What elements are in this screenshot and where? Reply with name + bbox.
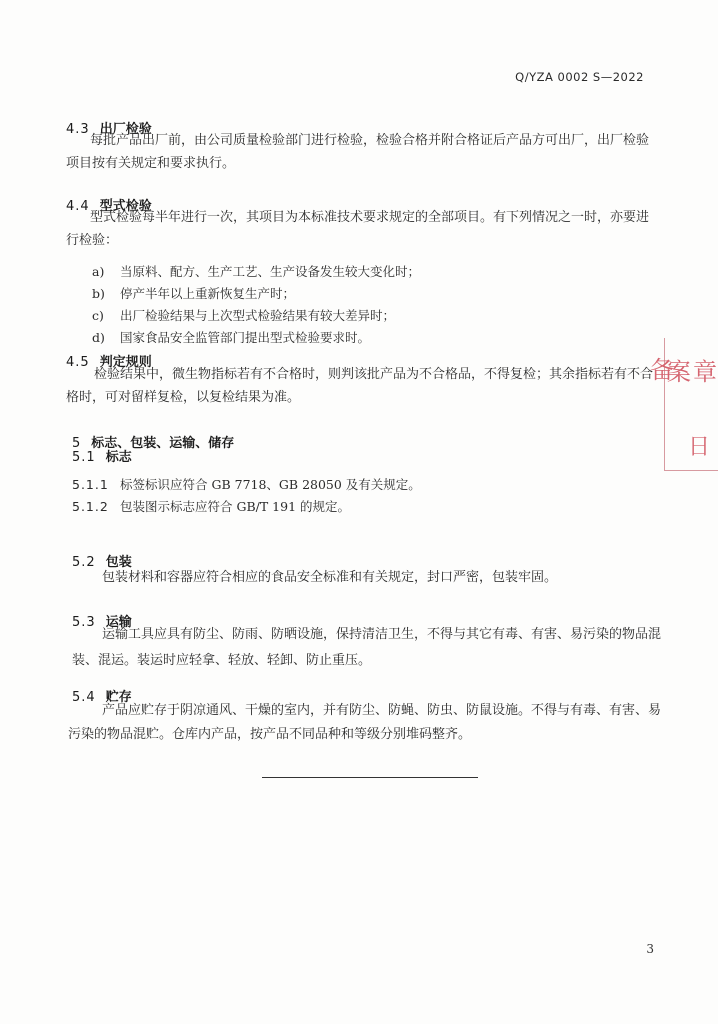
section-number: 4.5 [66, 355, 90, 370]
paragraph-line: 污染的物品混贮。仓库内产品，按产品不同品种和等级分别堆码整齐。 [68, 727, 472, 742]
section-number: 5 [72, 436, 82, 451]
list-item-text: 当原料、配方、生产工艺、生产设备发生较大变化时； [120, 264, 421, 279]
section-title: 标志、包装、运输、储存 [91, 436, 235, 451]
subsection-text: 包装图示标志应符合 GB/T 191 的规定。 [120, 499, 350, 514]
paragraph-line: 包装材料和容器应符合相应的食品安全标准和有关规定，封口严密，包装牢固。 [102, 570, 558, 585]
section-title: 判定规则 [99, 355, 152, 370]
subsection-number: 5.1.1 [72, 477, 109, 492]
list-item [92, 328, 370, 346]
paragraph-line: 格时，可对留样复检，以复检结果为准。 [66, 390, 301, 405]
section-number: 5.2 [72, 555, 96, 570]
subsection-line [72, 497, 350, 515]
end-of-text-rule [262, 777, 478, 778]
list-item [92, 262, 420, 280]
subsection-text: 标签标识应符合 GB 7718、GB 28050 及有关规定。 [120, 477, 421, 492]
list-item-label: d) [92, 330, 105, 345]
section-title: 包装 [105, 555, 132, 570]
list-item [92, 284, 295, 302]
paragraph-line: 装、混运。装运时应轻拿、轻放、轻卸、防止重压。 [72, 653, 372, 668]
list-item-label: b) [92, 286, 105, 301]
list-item-label: c) [92, 308, 104, 323]
section-heading-5-1 [72, 446, 132, 465]
paragraph-line: 产品应贮存于阴凉通风、干燥的室内，并有防尘、防蝇、防虫、防鼠设施。不得与有毒、有害、易 [102, 703, 662, 718]
list-item-text: 出厂检验结果与上次型式检验结果有较大差异时； [120, 308, 396, 323]
standard-code: Q/YZA 0002 S—2022 [515, 70, 644, 84]
stamp-character: 日 [688, 435, 711, 460]
subsection-line [72, 475, 421, 493]
stamp-character: 案 [667, 358, 691, 386]
list-item-text: 国家食品安全监管部门提出型式检验要求时。 [120, 330, 371, 345]
section-number: 4.3 [66, 122, 90, 137]
stamp-character: 备 [650, 356, 674, 384]
section-title: 贮存 [105, 690, 132, 705]
paragraph-line: 项目按有关规定和要求执行。 [66, 156, 236, 171]
page-number: 3 [646, 942, 654, 956]
list-item-label: a) [92, 264, 105, 279]
section-number: 5.4 [72, 690, 96, 705]
paragraph-line: 运输工具应具有防尘、防雨、防晒设施，保持清洁卫生，不得与其它有毒、有害、易污染的物品混 [102, 627, 662, 642]
paragraph-line: 检验结果中，微生物指标若有不合格时，则判该批产品为不合格品，不得复检；其余指标若有不合 [94, 367, 654, 382]
stamp-character: 章 [693, 358, 717, 386]
paragraph-line: 型式检验每半年进行一次，其项目为本标准技术要求规定的全部项目。有下列情况之一时，亦要进 [90, 210, 650, 225]
list-item [92, 306, 395, 324]
section-title: 出厂检验 [99, 122, 152, 137]
section-number: 5.1 [72, 450, 96, 465]
section-title: 标志 [105, 450, 132, 465]
subsection-number: 5.1.2 [72, 499, 109, 514]
section-title: 运输 [105, 615, 132, 630]
section-title: 型式检验 [99, 199, 152, 214]
paragraph-line: 每批产品出厂前，由公司质量检验部门进行检验，检验合格并附合格证后产品方可出厂，出厂检验 [90, 133, 650, 148]
list-item-text: 停产半年以上重新恢复生产时； [120, 286, 296, 301]
section-number: 4.4 [66, 199, 90, 214]
paragraph-line: 行检验： [66, 233, 119, 248]
section-number: 5.3 [72, 615, 96, 630]
